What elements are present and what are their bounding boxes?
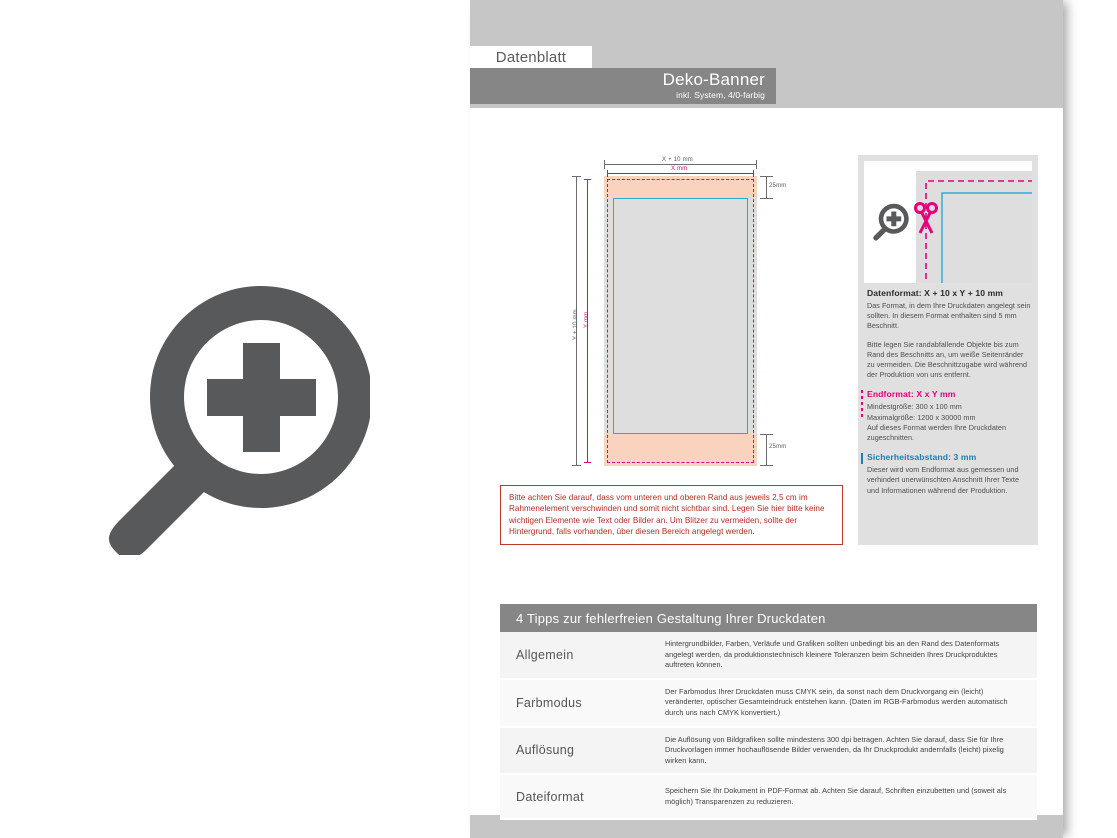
datenformat-paragraph-2: Bitte legen Sie randabfallende Objekte bis zum Rand des Beschnitts an, um weiße Seitenränder zu vermeiden. Die Beschnittzugabe wird während der Produktion von uns entfernt. xyxy=(867,339,1028,380)
warning-text: Bitte achten Sie darauf, dass vom unteren und oberen Rand aus jeweils 2,5 cm im Rahmenelement verschwinden und somit nicht sichtbar sind. Legen Sie hier bitte keine wichtigen Elemente wie Text oder Bilder an. Um Blitzer zu vermeiden, sollte der Hintergrund, falls vorhanden, über diesen Bereich angelegt werden. xyxy=(509,493,825,537)
dim-line-25mm-top xyxy=(766,176,767,199)
product-title-bar xyxy=(470,68,776,104)
dim-tick-bottom-y xyxy=(584,462,591,463)
endformat-min: Mindestgröße: 300 x 100 mm xyxy=(867,402,962,412)
table-row xyxy=(500,728,1037,776)
tip-label-farbmodus: Farbmodus xyxy=(516,695,582,710)
tip-label-dateiformat: Dateiformat xyxy=(516,789,584,804)
sicherheitsabstand-marker xyxy=(861,453,863,464)
info-block-datenformat xyxy=(867,288,1032,380)
tip-label-allgemein: Allgemein xyxy=(516,647,574,662)
page-title: Deko-Banner xyxy=(662,70,765,89)
datenformat-heading: Datenformat: X + 10 x Y + 10 mm xyxy=(867,288,1004,298)
endformat-heading: Endformat: X x Y mm xyxy=(867,389,956,400)
corner-preview xyxy=(864,161,1032,283)
page-subtitle: inkl. System, 4/0-farbig xyxy=(676,90,765,100)
table-row xyxy=(500,680,1037,728)
dim-label-25mm-top: 25mm xyxy=(769,183,787,189)
dim-tick-top-y10 xyxy=(572,176,581,177)
info-panel xyxy=(858,155,1038,545)
warning-box xyxy=(500,485,843,545)
tip-label-aufloesung: Auflösung xyxy=(516,743,575,758)
info-block-endformat xyxy=(867,389,1032,443)
endformat-max: Maximalgröße: 1200 x 30000 mm xyxy=(867,412,976,422)
tip-body-farbmodus: Der Farbmodus Ihrer Druckdaten muss CMYK sein, da sonst nach dem Druckvorgang ein (leicht) veränderter, optischer Gesamteindruck entstehen kann. (Daten im RGB-Farbmodus werden automatisch durch uns nach CMYK konvertiert.) xyxy=(665,686,1008,717)
dim-label-25mm-bottom: 25mm xyxy=(769,444,787,450)
datenblatt-tab-label: Datenblatt xyxy=(495,49,567,66)
magnifier-plus-icon xyxy=(100,280,370,555)
dim-label-y-plus-10: Y + 10 mm xyxy=(573,309,579,340)
info-text-blocks xyxy=(867,288,1032,505)
sicherheitsabstand-heading: Sicherheitsabstand: 3 mm xyxy=(867,452,977,463)
drawing-safety-outline xyxy=(613,198,748,434)
dim-tick-left-x xyxy=(607,170,608,177)
table-row xyxy=(500,775,1037,820)
tip-body-aufloesung: Die Auflösung von Bildgrafiken sollte mindestens 300 dpi betragen. Achten Sie darauf, dass Sie für Ihre Druckvorlagen immer hochauflösende Bilder verwenden, da Ihr Druckprodukt andernfalls (leicht) pixelig wirken kann. xyxy=(665,734,1004,765)
technical-drawing xyxy=(560,148,820,478)
tips-header-label: 4 Tipps zur fehlerfreien Gestaltung Ihrer Druckdaten xyxy=(516,610,826,626)
tips-table xyxy=(500,604,1037,820)
dim-label-y: Y mm xyxy=(584,311,590,328)
dim-tick-bottom-y10 xyxy=(572,465,581,466)
dim-tick-top-y xyxy=(584,179,591,180)
info-block-sicherheitsabstand xyxy=(867,452,1032,496)
dim-line-25mm-bottom xyxy=(766,434,767,466)
datenblatt-tab xyxy=(470,46,592,69)
dim-tick-right-x xyxy=(753,170,754,177)
dim-line-x-plus-10 xyxy=(604,164,757,165)
dim-tick-left-x10 xyxy=(604,160,605,169)
sicherheitsabstand-paragraph-1: Dieser wird vom Endformat aus gemessen und verhindert unerwünschten Anschnitt Ihrer Texte und Informationen während der Produktion. xyxy=(867,465,1019,495)
dim-line-x xyxy=(607,173,754,174)
tip-body-dateiformat: Speichern Sie Ihr Dokument in PDF-Format ab. Achten Sie darauf, Schriften einzubetten und (soweit als möglich) Transparenzen zu reduzieren. xyxy=(665,786,1007,806)
table-row xyxy=(500,632,1037,680)
tips-table-header xyxy=(500,604,1037,632)
dim-tick-right-x10 xyxy=(756,160,757,169)
endformat-marker xyxy=(861,390,863,420)
dim-label-x: X mm xyxy=(668,166,690,172)
dim-label-x-plus-10: X + 10 mm xyxy=(659,157,696,163)
datenformat-paragraph-1: Das Format, in dem Ihre Druckdaten angelegt sein sollten. In diesem Format enthalten sind 5 mm Beschnitt. xyxy=(867,301,1031,331)
tip-body-allgemein: Hintergrundbilder, Farben, Verläufe und Grafiken sollten unbedingt bis an den Rand des Datenformats angelegt werden, da produktionstechnisch kleinere Toleranzen beim Schneiden Ihres Druckproduktes auftreten können. xyxy=(665,639,1000,670)
endformat-paragraph-1: Auf dieses Format werden Ihre Druckdaten zugeschnitten. xyxy=(867,422,1007,443)
